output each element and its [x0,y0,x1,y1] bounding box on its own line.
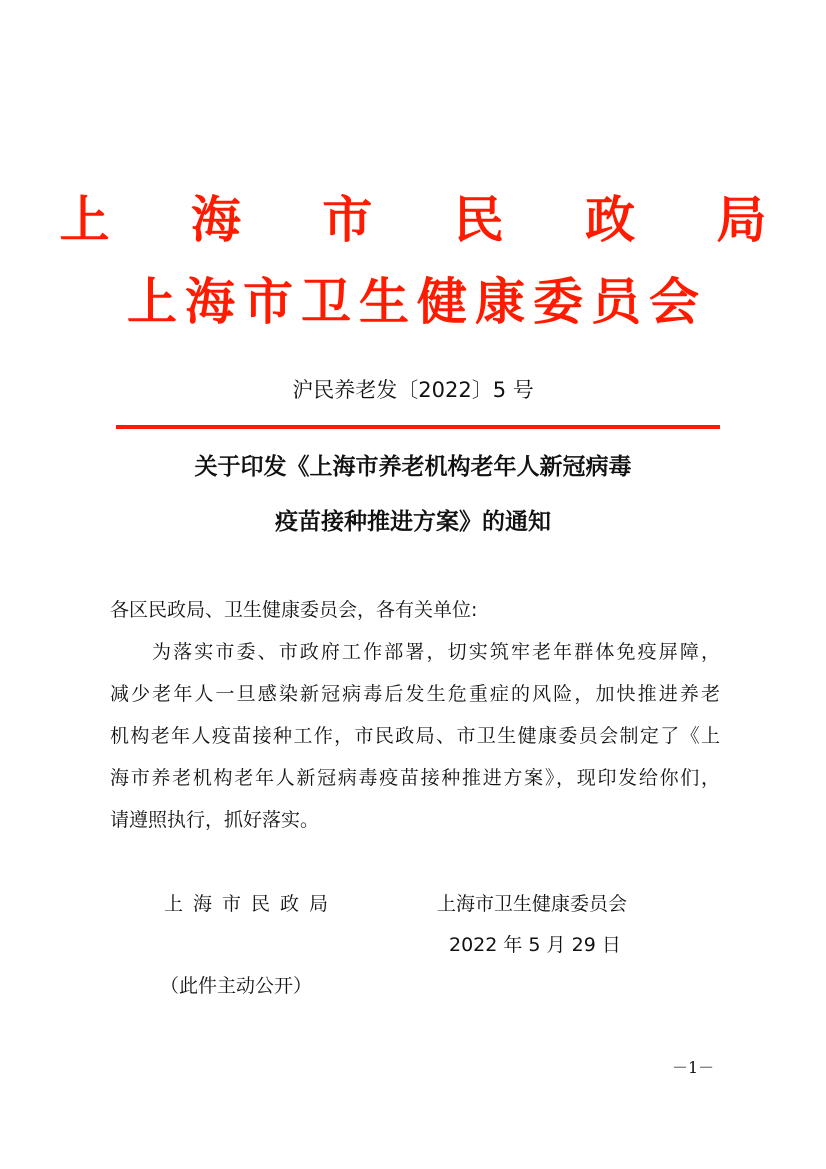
body-line-3: 机构老年人疫苗接种工作，市民政局、市卫生健康委员会制定了《上 [110,725,720,747]
body-line-4: 海市养老机构老年人新冠病毒疫苗接种推进方案》，现印发给你们， [110,767,720,789]
body-line-5: 请遵照执行，抓好落实。 [110,809,320,831]
signature-civil-affairs: 上海市民政局 [164,893,339,915]
document-title-line-1: 关于印发《上海市养老机构老年人新冠病毒 [194,454,632,480]
issuer-header-civil-affairs: 上 海 市 民 政 局 [59,190,799,249]
public-disclosure-note: （此件主动公开） [160,975,313,997]
document-title-line-2: 疫苗接种推进方案》的通知 [275,509,551,535]
issuer-header-health-commission: 上海市卫生健康委员会 [127,272,707,331]
issue-date: 2022 年 5 月 29 日 [449,934,621,956]
signature-health-commission: 上海市卫生健康委员会 [437,893,628,915]
body-line-2: 减少老年人一旦感染新冠病毒后发生危重症的风险，加快推进养老 [110,683,720,705]
document-number: 沪民养老发〔2022〕5 号 [292,378,534,402]
page-number: －1－ [672,1058,715,1077]
red-divider-line [116,425,720,429]
body-line-1: 为落实市委、市政府工作部署，切实筑牢老年群体免疫屏障， [152,641,720,663]
salutation: 各区民政局、卫生健康委员会，各有关单位: [110,599,478,621]
